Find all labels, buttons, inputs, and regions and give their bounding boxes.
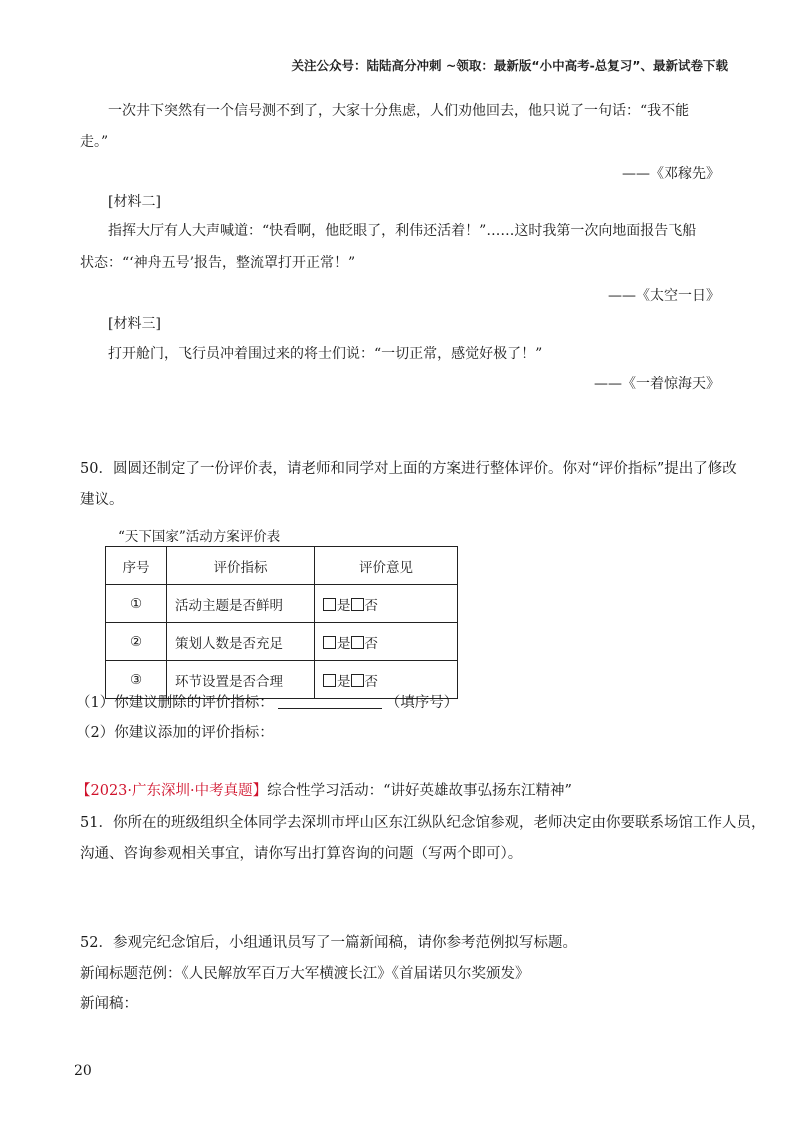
question-50-line2: 建议。 (80, 492, 124, 508)
question-50-sub2: （2）你建议添加的评价指标： (76, 725, 274, 741)
page-number: 20 (74, 1063, 92, 1079)
material2-line2: 状态：“‘神舟五号’报告，整流罩打开正常！” (80, 255, 356, 271)
no-label: 否 (364, 597, 378, 614)
question-51-line2: 沟通、咨询参观相关事宜，请你写出打算咨询的问题（写两个即可）。 (80, 846, 523, 862)
row-opinion (315, 623, 458, 661)
no-label: 否 (364, 635, 378, 652)
no-label: 否 (364, 673, 378, 690)
question-52-line3: 新闻稿： (80, 996, 138, 1012)
material1-source: ——《邓稼先》 (622, 166, 720, 182)
table-header-opinion: 评价意见 (315, 547, 458, 585)
question-50-sub1 (76, 692, 458, 714)
sub1-suffix: （填序号） (385, 695, 459, 711)
row-number: ② (106, 623, 167, 661)
yes-label: 是 (337, 673, 351, 690)
material2-label: [材料二] (108, 194, 161, 210)
checkbox-yes[interactable] (323, 674, 336, 687)
table-row (106, 585, 458, 623)
table-row (106, 623, 458, 661)
yes-label: 是 (337, 635, 351, 652)
checkbox-yes[interactable] (323, 598, 336, 611)
exam-source-tag: 【2023·广东深圳·中考真题】 (76, 783, 268, 799)
table-header-number: 序号 (106, 547, 167, 585)
sub1-prefix: （1）你建议删除的评价指标： (76, 695, 274, 711)
question-51-line1: 51．你所在的班级组织全体同学去深圳市坪山区东江纵队纪念馆参观，老师决定由你要联系场馆工作人员， (80, 815, 766, 831)
row-number: ① (106, 585, 167, 623)
material1-line1: 一次井下突然有一个信号测不到了，大家十分焦虑，人们劝他回去，他只说了一句话：“我不能 (108, 103, 690, 119)
checkbox-no[interactable] (351, 636, 364, 649)
row-indicator: 策划人数是否充足 (167, 623, 315, 661)
evaluation-table (105, 546, 458, 699)
row-opinion (315, 585, 458, 623)
section-heading (76, 780, 572, 802)
table-caption: “天下国家”活动方案评价表 (118, 529, 281, 545)
checkbox-yes[interactable] (323, 636, 336, 649)
checkbox-no[interactable] (351, 674, 364, 687)
row-indicator: 活动主题是否鲜明 (167, 585, 315, 623)
material3-label: [材料三] (108, 316, 161, 332)
material2-line1: 指挥大厅有人大声喊道：“快看啊，他眨眼了，利伟还活着！”……这时我第一次向地面报告飞船 (108, 223, 697, 239)
material3-source: ——《一着惊海天》 (594, 376, 720, 392)
checkbox-no[interactable] (351, 598, 364, 611)
yes-label: 是 (337, 597, 351, 614)
material2-source: ——《太空一日》 (608, 288, 720, 304)
row-indicator: 环节设置是否合理 (167, 661, 315, 699)
row-number: ③ (106, 661, 167, 699)
page-header: 关注公众号：陆陆高分冲刺 ~领取：最新版“小中高考-总复习”、最新试卷下载 (291, 58, 728, 73)
answer-blank[interactable] (278, 694, 382, 709)
section-title: 综合性学习活动：“讲好英雄故事弘扬东江精神” (267, 783, 572, 799)
table-header-indicator: 评价指标 (167, 547, 315, 585)
question-50-line1: 50．圆圆还制定了一份评价表，请老师和同学对上面的方案进行整体评价。你对“评价指标”提出了修改 (80, 461, 737, 477)
question-52-line1: 52．参观完纪念馆后，小组通讯员写了一篇新闻稿，请你参考范例拟写标题。 (80, 935, 577, 951)
question-52-line2: 新闻标题范例：《人民解放军百万大军横渡长江》《首届诺贝尔奖颁发》 (80, 966, 530, 982)
material1-line2: 走。” (80, 134, 109, 150)
material3-line1: 打开舱门，飞行员冲着围过来的将士们说：“一切正常，感觉好极了！” (108, 346, 543, 362)
